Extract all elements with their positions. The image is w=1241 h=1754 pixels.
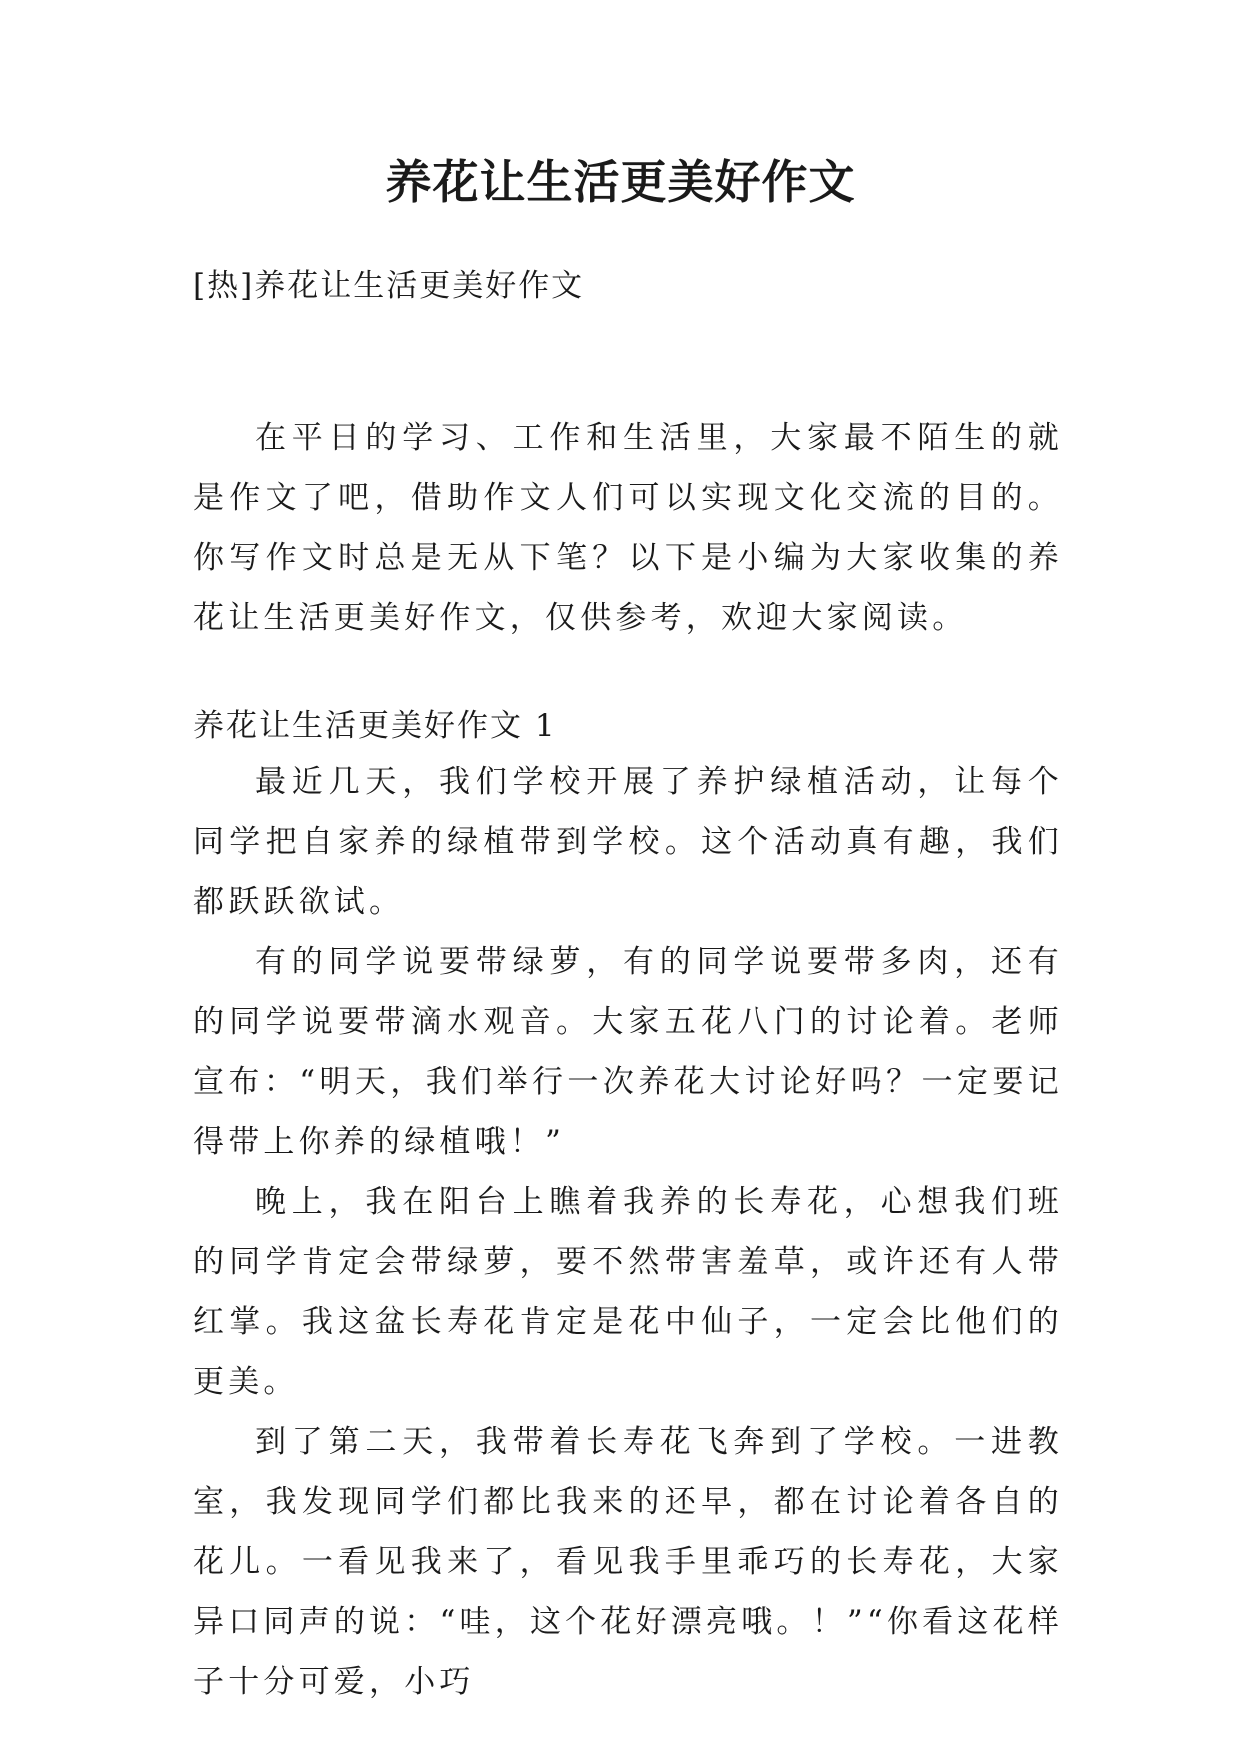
intro-text: 在平日的学习、工作和生活里，大家最不陌生的就是作文了吧，借助作文人们可以实现文化交流的目的。你写作文时总是无从下笔？以下是小编为大家收集的养花让生活更美好作文，仅供参考，欢迎大家阅读。 (193, 420, 1063, 636)
paragraph: 最近几天，我们学校开展了养护绿植活动，让每个同学把自家养的绿植带到学校。这个活动真有趣，我们都跃跃欲试。 (193, 764, 1063, 920)
paragraph: 有的同学说要带绿萝，有的同学说要带多肉，还有的同学说要带滴水观音。大家五花八门的讨论着。老师宣布：“明天，我们举行一次养花大讨论好吗？一定要记得带上你养的绿植哦！” (193, 944, 1063, 1160)
essay-body (193, 752, 1063, 1712)
section-heading: 养花让生活更美好作文 1 (193, 708, 557, 744)
intro-paragraph (193, 408, 1063, 648)
paragraph: 晚上，我在阳台上瞧着我养的长寿花，心想我们班的同学肯定会带绿萝，要不然带害羞草，或许还有人带红掌。我这盆长寿花肯定是花中仙子，一定会比他们的更美。 (193, 1184, 1063, 1400)
paragraph: 到了第二天，我带着长寿花飞奔到了学校。一进教室，我发现同学们都比我来的还早，都在讨论着各自的花儿。一看见我来了，看见我手里乖巧的长寿花，大家异口同声的说：“哇，这个花好漂亮哦。！”“你看这花样子十分可爱，小巧 (193, 1424, 1063, 1700)
document-title: 养花让生活更美好作文 (385, 155, 856, 209)
document-subtitle: [热]养花让生活更美好作文 (193, 268, 585, 304)
